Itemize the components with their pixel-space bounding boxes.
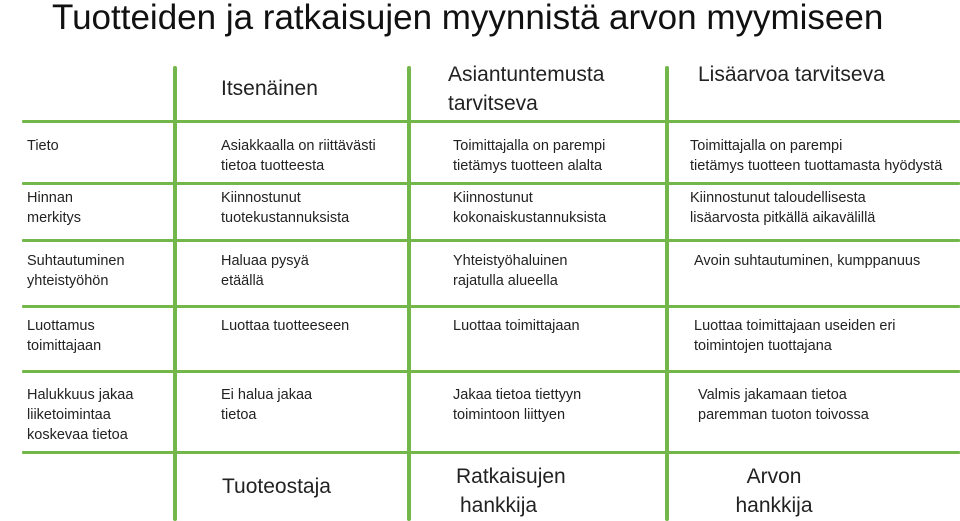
cell-hinnan-asiantuntemusta: Kiinnostunut kokonaiskustannuksista [453,190,607,226]
cell-halukkuus-itsenainen: Ei halua jakaa tietoa [221,387,313,423]
cell-suhtautuminen-itsenainen: Haluaa pysyä etäällä [221,253,309,289]
footer-arvon-hankkija: Arvon hankkija [735,465,813,517]
row-divider-4 [22,305,960,308]
cell-tieto-lisaarvoa: Toimittajalla on parempi tietämys tuotteen tuottamasta hyödystä [690,138,943,174]
cell-tieto-itsenainen: Asiakkaalla on riittävästi tietoa tuotteesta [221,138,376,174]
column-header-itsenainen: Itsenäinen [221,77,318,100]
row-divider-3 [22,239,960,242]
cell-suhtautuminen-lisaarvoa: Avoin suhtautuminen, kumppanuus [694,253,921,269]
cell-luottamus-lisaarvoa: Luottaa toimittajaan useiden eri toimintojen tuottajana [694,318,896,354]
row-label-luottamus: Luottamus toimittajaan [27,318,102,354]
row-label-tieto: Tieto [27,138,59,154]
column-header-lisaarvoa: Lisäarvoa tarvitseva [698,63,885,86]
cell-halukkuus-asiantuntemusta: Jakaa tietoa tiettyyn toimintoon liittyen [453,387,582,423]
row-label-halukkuus: Halukkuus jakaa liiketoimintaa koskevaa tietoa [27,387,134,443]
footer-tuoteostaja: Tuoteostaja [222,475,331,498]
column-header-asiantuntemusta: Asiantuntemusta tarvitseva [448,63,605,115]
cell-suhtautuminen-asiantuntemusta: Yhteistyöhaluinen rajatulla alueella [453,253,568,289]
row-divider-1 [22,120,960,123]
row-divider-5 [22,370,960,373]
cell-hinnan-lisaarvoa: Kiinnostunut taloudellisesta lisäarvosta pitkällä aikavälillä [690,190,876,226]
cell-halukkuus-lisaarvoa: Valmis jakamaan tietoa paremman tuoton toivossa [698,387,869,423]
row-divider-2 [22,182,960,185]
cell-tieto-asiantuntemusta: Toimittajalla on parempi tietämys tuotteen alalta [453,138,606,174]
cell-luottamus-asiantuntemusta: Luottaa toimittajaan [453,318,580,334]
row-divider-6 [22,451,960,454]
footer-ratkaisujen-hankkija: Ratkaisujen hankkija [456,465,566,517]
row-label-hinnan-merkitys: Hinnan merkitys [27,190,81,226]
page-title: Tuotteiden ja ratkaisujen myynnistä arvon myymiseen [52,0,884,37]
cell-hinnan-itsenainen: Kiinnostunut tuotekustannuksista [221,190,350,226]
row-label-suhtautuminen: Suhtautuminen yhteistyöhön [27,253,125,289]
cell-luottamus-itsenainen: Luottaa tuotteeseen [221,318,350,334]
